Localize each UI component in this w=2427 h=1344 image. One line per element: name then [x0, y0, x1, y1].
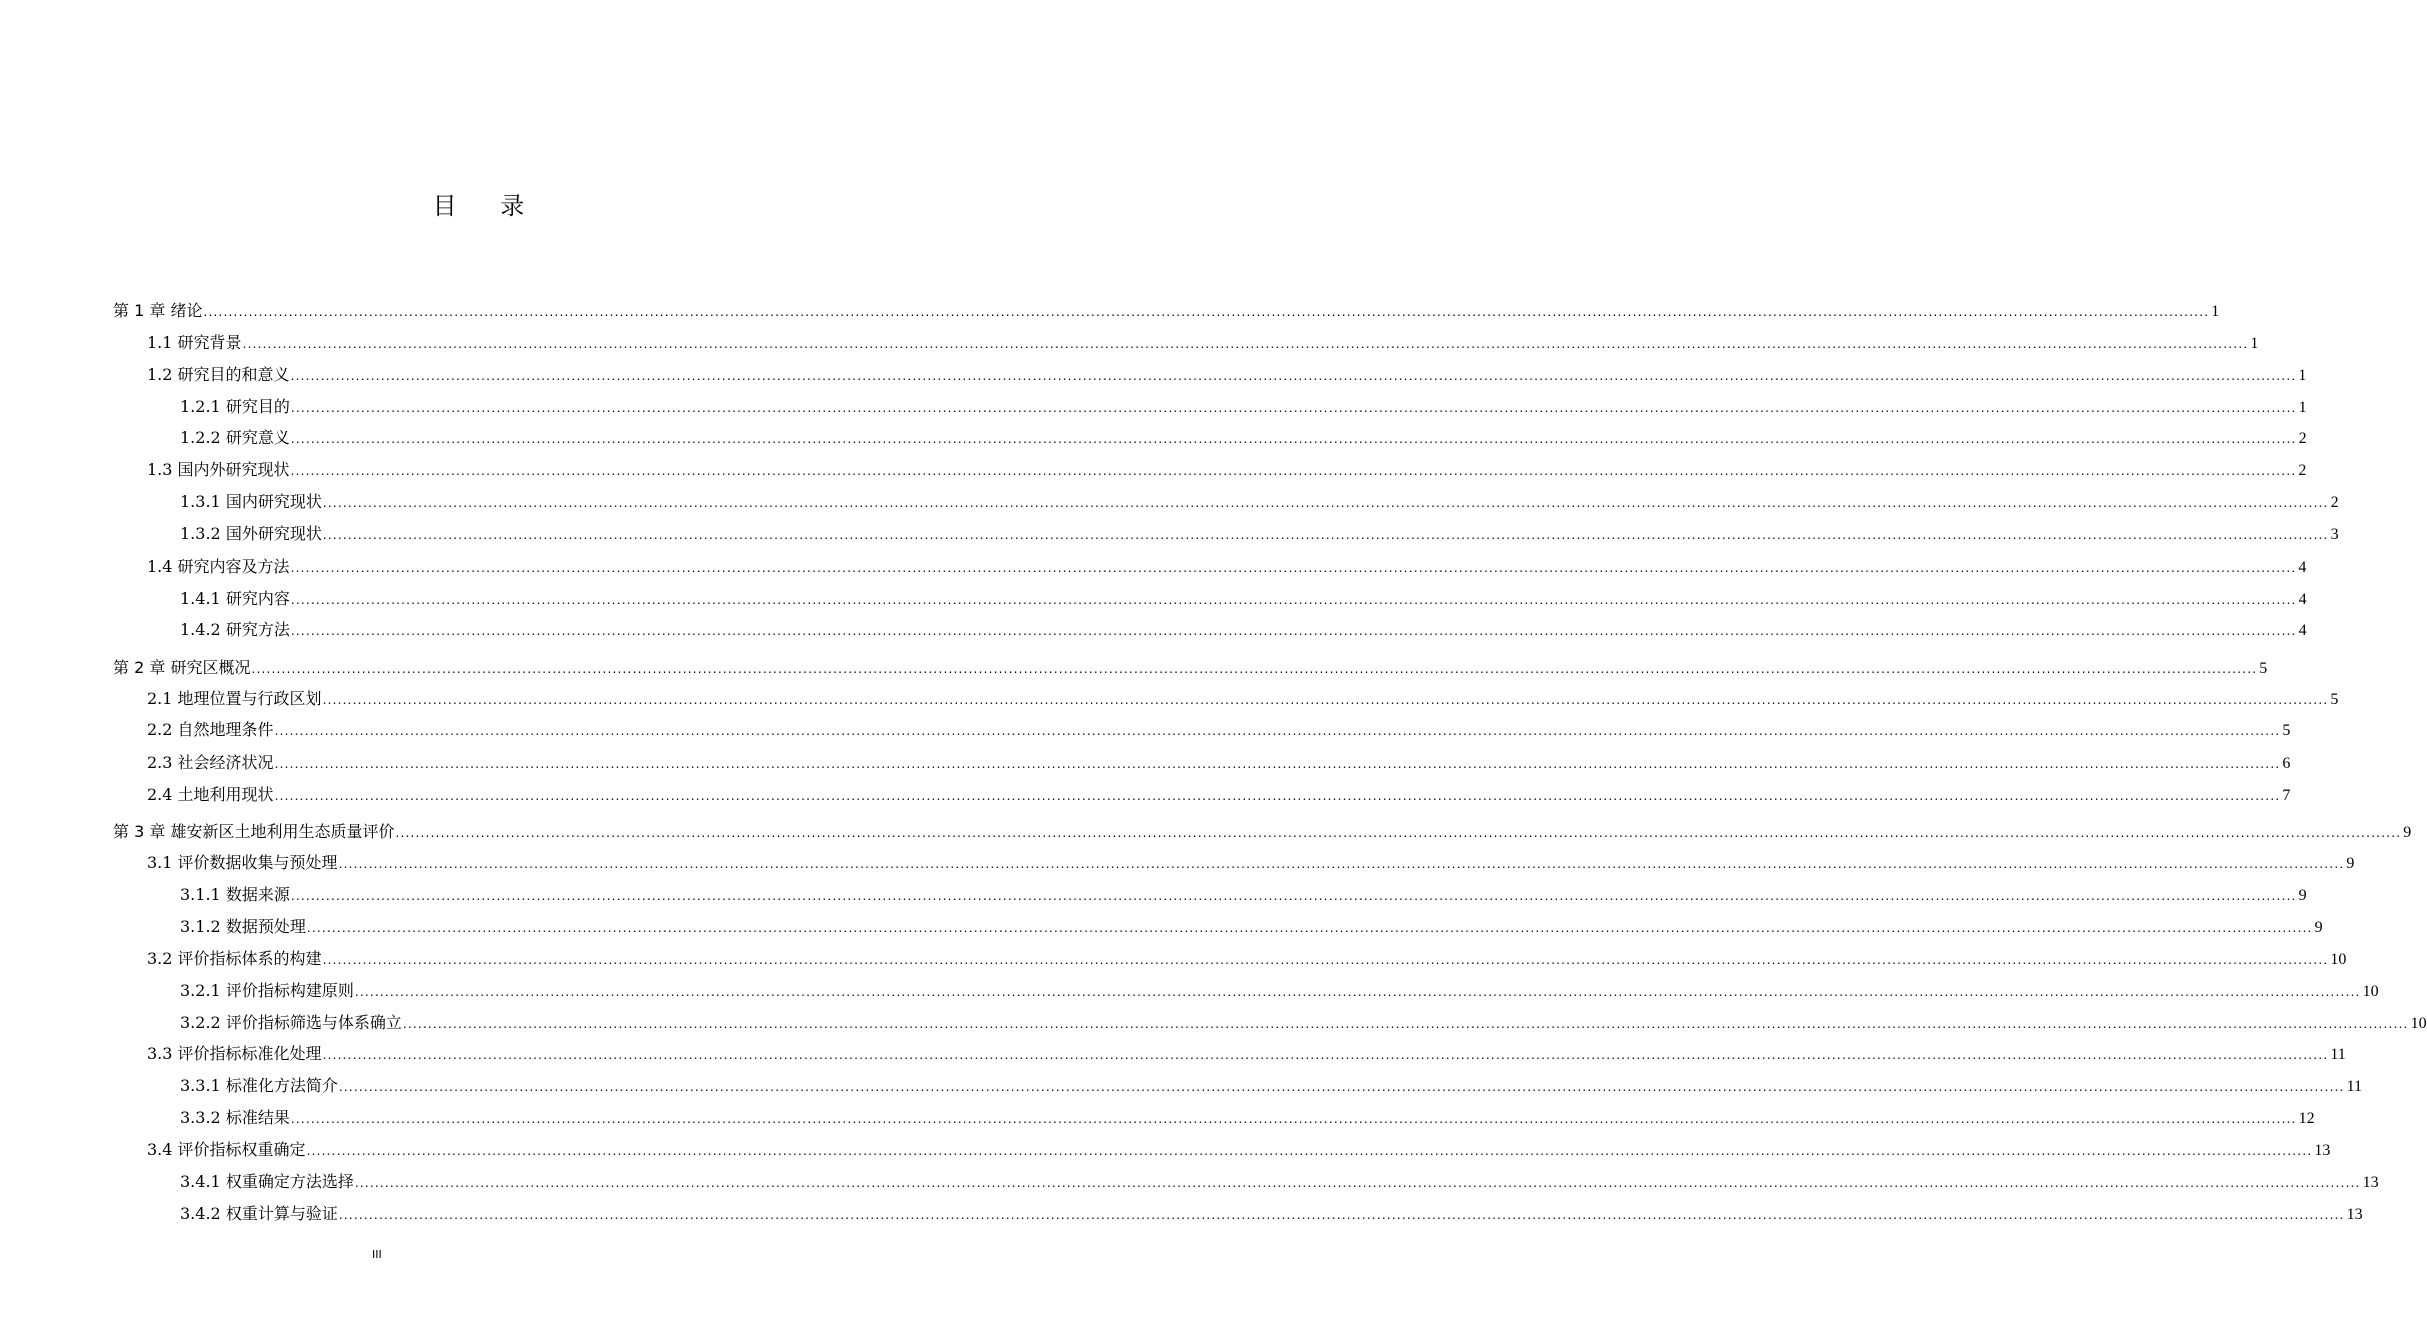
- toc-entry-number: 1.3: [147, 460, 173, 479]
- toc-entry-number: 3.4.1: [180, 1172, 221, 1191]
- toc-entry-label: [113, 654, 250, 682]
- toc-entry-number: 1.4.2: [180, 620, 221, 639]
- toc-entry-number: 1.2: [147, 365, 173, 384]
- toc-dot-leader: ................................................................................................................................................................................................................................................................................................................................................................................................................: [306, 1144, 2313, 1158]
- toc-entry-number: 3.2: [147, 949, 173, 968]
- toc-entry-page: 10: [2330, 951, 2347, 968]
- toc-entry-title: 自然地理条件: [177, 720, 274, 739]
- toc-entry-label: [180, 393, 290, 421]
- toc-entry-page: 13: [2362, 1174, 2379, 1191]
- toc-dot-leader: ................................................................................................................................................................................................................................................................................................................................................................................................................: [290, 624, 2297, 638]
- toc-entry-title: 研究内容及方法: [177, 557, 290, 576]
- toc-entry[interactable]: [147, 781, 2291, 809]
- toc-entry-page: 5: [2330, 691, 2339, 708]
- toc-entry-page: 9: [2314, 919, 2323, 936]
- toc-dot-leader: ................................................................................................................................................................................................................................................................................................................................................................................................................: [290, 401, 2297, 415]
- toc-entry[interactable]: [180, 1072, 2363, 1100]
- toc-entry-page: 9: [2346, 855, 2355, 872]
- toc-dot-leader: ................................................................................................................................................................................................................................................................................................................................................................................................................: [242, 337, 2249, 351]
- page-number-footer: III: [372, 1248, 382, 1261]
- toc-entry[interactable]: [147, 716, 2291, 744]
- toc-entry-label: [147, 1040, 322, 1068]
- toc-entry-page: 5: [2259, 660, 2268, 677]
- toc-entry-number: 1.1: [147, 333, 173, 352]
- toc-entry[interactable]: [147, 1136, 2331, 1164]
- toc-entry[interactable]: [180, 520, 2339, 548]
- toc-entry[interactable]: [147, 945, 2347, 973]
- toc-entry-page: 10: [2362, 983, 2379, 1000]
- toc-entry[interactable]: [147, 456, 2307, 484]
- toc-entry-label: [147, 553, 290, 581]
- toc-entry-page: 6: [2282, 755, 2291, 772]
- toc-entry-label: [180, 1009, 402, 1037]
- toc-entry[interactable]: [147, 329, 2259, 357]
- toc-dot-leader: ................................................................................................................................................................................................................................................................................................................................................................................................................: [354, 1176, 2361, 1190]
- toc-entry-title: 权重计算与验证: [225, 1204, 338, 1223]
- toc-entry-title: 国外研究现状: [225, 524, 322, 543]
- toc-entry[interactable]: [180, 1168, 2379, 1196]
- toc-entry-label: [147, 685, 322, 713]
- toc-dot-leader: ................................................................................................................................................................................................................................................................................................................................................................................................................: [290, 464, 2297, 478]
- toc-entry-title: 数据预处理: [225, 917, 306, 936]
- toc-entry-title: 数据来源: [225, 885, 290, 904]
- toc-entry[interactable]: [147, 849, 2355, 877]
- toc-dot-leader: ................................................................................................................................................................................................................................................................................................................................................................................................................: [395, 826, 2402, 840]
- toc-entry-number: 3.2.1: [180, 981, 221, 1000]
- toc-entry-label: [113, 818, 394, 846]
- toc-entry-label: [180, 1072, 338, 1100]
- toc-entry-label: [147, 329, 242, 357]
- toc-entry-title: 评价指标体系的构建: [177, 949, 322, 968]
- toc-entry[interactable]: [113, 297, 2220, 325]
- toc-entry-label: [180, 616, 290, 644]
- toc-dot-leader: ................................................................................................................................................................................................................................................................................................................................................................................................................: [274, 724, 2281, 738]
- toc-dot-leader: ................................................................................................................................................................................................................................................................................................................................................................................................................: [322, 953, 2329, 967]
- toc-entry-number: 2.3: [147, 753, 173, 772]
- toc-entry-number: 3.1: [147, 853, 173, 872]
- toc-entry-page: 4: [2298, 591, 2307, 608]
- toc-entry-title: 研究背景: [177, 333, 242, 352]
- toc-entry-title: 评价指标构建原则: [225, 981, 354, 1000]
- toc-dot-leader: ................................................................................................................................................................................................................................................................................................................................................................................................................: [354, 985, 2361, 999]
- toc-entry[interactable]: [113, 654, 2268, 682]
- toc-entry-page: 1: [2250, 335, 2259, 352]
- toc-entry-label: [147, 849, 338, 877]
- toc-dot-leader: ................................................................................................................................................................................................................................................................................................................................................................................................................: [322, 1048, 2329, 1062]
- toc-entry-page: 4: [2298, 559, 2307, 576]
- toc-entry-page: 4: [2298, 622, 2307, 639]
- toc-entry-number: 2.2: [147, 720, 173, 739]
- toc-entry-number: 3.1.2: [180, 917, 221, 936]
- toc-entry-page: 2: [2298, 430, 2307, 447]
- toc-entry[interactable]: [180, 424, 2307, 452]
- toc-entry-page: 2: [2330, 494, 2339, 511]
- toc-entry[interactable]: [113, 818, 2412, 846]
- toc-entry-label: [180, 520, 322, 548]
- toc-entry-page: 13: [2314, 1142, 2331, 1159]
- toc-entry-page: 10: [2410, 1015, 2427, 1032]
- toc-entry-page: 9: [2298, 887, 2307, 904]
- toc-entry-title: 研究方法: [225, 620, 290, 639]
- toc-entry-title: 研究区概况: [170, 658, 251, 677]
- toc-entry-label: [180, 1104, 290, 1132]
- toc-entry-number: 1.3.2: [180, 524, 221, 543]
- toc-entry-label: [180, 977, 354, 1005]
- toc-entry-number: 3.3: [147, 1044, 173, 1063]
- toc-entry-title: 绪论: [170, 301, 203, 320]
- toc-entry-page: 11: [2330, 1046, 2346, 1063]
- toc-entry-title: 评价指标标准化处理: [177, 1044, 322, 1063]
- toc-dot-leader: ................................................................................................................................................................................................................................................................................................................................................................................................................: [251, 662, 2258, 676]
- toc-dot-leader: ................................................................................................................................................................................................................................................................................................................................................................................................................: [338, 857, 2345, 871]
- toc-entry[interactable]: [180, 393, 2307, 421]
- toc-entry[interactable]: [180, 488, 2339, 516]
- toc-entry[interactable]: [180, 881, 2307, 909]
- toc-dot-leader: ................................................................................................................................................................................................................................................................................................................................................................................................................: [322, 528, 2329, 542]
- toc-entry-title: 研究意义: [225, 428, 290, 447]
- toc-entry-label: [113, 297, 202, 325]
- toc-entry-title: 雄安新区土地利用生态质量评价: [170, 822, 395, 841]
- toc-entry-page: 2: [2298, 462, 2307, 479]
- toc-entry-title: 土地利用现状: [177, 785, 274, 804]
- toc-entry-number: 第 3 章: [113, 822, 166, 841]
- toc-entry-page: 3: [2330, 526, 2339, 543]
- toc-entry-title: 权重确定方法选择: [225, 1172, 354, 1191]
- toc-entry-number: 1.3.1: [180, 492, 221, 511]
- toc-entry-page: 1: [2211, 303, 2220, 320]
- toc-entry[interactable]: [147, 361, 2307, 389]
- toc-entry-page: 11: [2346, 1078, 2363, 1095]
- toc-entry-number: 3.1.1: [180, 885, 221, 904]
- toc-entry-number: 2.4: [147, 785, 173, 804]
- toc-entry[interactable]: [180, 913, 2323, 941]
- toc-entry-label: [147, 456, 290, 484]
- toc-entry-title: 地理位置与行政区划: [177, 689, 322, 708]
- toc-entry-label: [147, 361, 290, 389]
- toc-entry[interactable]: [147, 1040, 2346, 1068]
- toc-dot-leader: ................................................................................................................................................................................................................................................................................................................................................................................................................: [290, 889, 2297, 903]
- toc-entry-number: 1.2.2: [180, 428, 221, 447]
- toc-entry[interactable]: [180, 977, 2379, 1005]
- toc-entry[interactable]: [180, 1200, 2363, 1228]
- toc-entry[interactable]: [180, 1104, 2315, 1132]
- toc-dot-leader: ................................................................................................................................................................................................................................................................................................................................................................................................................: [203, 305, 2210, 319]
- toc-entry[interactable]: [180, 1009, 2427, 1037]
- toc-entry[interactable]: [180, 585, 2307, 613]
- toc-entry-number: 第 2 章: [113, 658, 166, 677]
- toc-entry-title: 研究目的: [225, 397, 290, 416]
- toc-entry-page: 12: [2298, 1110, 2315, 1127]
- toc-entry-label: [147, 781, 274, 809]
- toc-entry-number: 1.2.1: [180, 397, 221, 416]
- toc-entry-title: 研究目的和意义: [177, 365, 290, 384]
- toc-entry-title: 评价指标权重确定: [177, 1140, 306, 1159]
- toc-entry-label: [147, 945, 322, 973]
- toc-dot-leader: ................................................................................................................................................................................................................................................................................................................................................................................................................: [290, 369, 2297, 383]
- toc-entry-page: 9: [2403, 824, 2412, 841]
- toc-entry-label: [147, 1136, 306, 1164]
- toc-dot-leader: ................................................................................................................................................................................................................................................................................................................................................................................................................: [306, 921, 2313, 935]
- toc-entry-title: 国内研究现状: [225, 492, 322, 511]
- toc-entry-number: 1.4.1: [180, 589, 221, 608]
- toc-entry[interactable]: [147, 553, 2307, 581]
- toc-entry-label: [180, 1200, 338, 1228]
- toc-entry-label: [180, 585, 290, 613]
- toc-entry-title: 社会经济状况: [177, 753, 274, 772]
- toc-entry-label: [147, 749, 274, 777]
- toc-entry-number: 2.1: [147, 689, 173, 708]
- toc-entry-label: [180, 881, 290, 909]
- toc-dot-leader: ................................................................................................................................................................................................................................................................................................................................................................................................................: [290, 1112, 2297, 1126]
- toc-dot-leader: ................................................................................................................................................................................................................................................................................................................................................................................................................: [274, 757, 2281, 771]
- toc-dot-leader: ................................................................................................................................................................................................................................................................................................................................................................................................................: [290, 561, 2297, 575]
- toc-entry-number: 3.4.2: [180, 1204, 221, 1223]
- toc-entry-title: 评价数据收集与预处理: [177, 853, 338, 872]
- toc-entry-page: 7: [2282, 787, 2291, 804]
- toc-dot-leader: ................................................................................................................................................................................................................................................................................................................................................................................................................: [322, 693, 2329, 707]
- toc-dot-leader: ................................................................................................................................................................................................................................................................................................................................................................................................................: [338, 1208, 2345, 1222]
- toc-entry-number: 第 1 章: [113, 301, 166, 320]
- toc-entry-number: 3.3.1: [180, 1076, 221, 1095]
- toc-entry-title: 标准结果: [225, 1108, 290, 1127]
- toc-entry-title: 国内外研究现状: [177, 460, 290, 479]
- toc-dot-leader: ................................................................................................................................................................................................................................................................................................................................................................................................................: [322, 496, 2329, 510]
- page-title: 目 录: [432, 192, 543, 220]
- toc-entry-label: [180, 1168, 354, 1196]
- toc-entry-label: [180, 488, 322, 516]
- toc-entry-title: 标准化方法简介: [225, 1076, 338, 1095]
- toc-entry-number: 3.4: [147, 1140, 173, 1159]
- toc-entry-label: [147, 716, 274, 744]
- toc-dot-leader: ................................................................................................................................................................................................................................................................................................................................................................................................................: [274, 789, 2281, 803]
- toc-entry-title: 评价指标筛选与体系确立: [225, 1013, 402, 1032]
- toc-entry-label: [180, 424, 290, 452]
- toc-dot-leader: ................................................................................................................................................................................................................................................................................................................................................................................................................: [290, 593, 2297, 607]
- toc-entry[interactable]: [147, 749, 2291, 777]
- toc-dot-leader: ................................................................................................................................................................................................................................................................................................................................................................................................................: [402, 1017, 2409, 1031]
- toc-dot-leader: ................................................................................................................................................................................................................................................................................................................................................................................................................: [338, 1080, 2345, 1094]
- toc-entry-label: [180, 913, 306, 941]
- toc-entry-page: 5: [2282, 722, 2291, 739]
- toc-entry-title: 研究内容: [225, 589, 290, 608]
- toc-dot-leader: ................................................................................................................................................................................................................................................................................................................................................................................................................: [290, 432, 2297, 446]
- toc-entry-page: 13: [2346, 1206, 2363, 1223]
- toc-entry-number: 3.2.2: [180, 1013, 221, 1032]
- toc-entry-page: 1: [2298, 399, 2307, 416]
- toc-entry[interactable]: [147, 685, 2339, 713]
- toc-entry-number: 3.3.2: [180, 1108, 221, 1127]
- toc-entry-number: 1.4: [147, 557, 173, 576]
- toc-entry-page: 1: [2298, 367, 2307, 384]
- toc-entry[interactable]: [180, 616, 2307, 644]
